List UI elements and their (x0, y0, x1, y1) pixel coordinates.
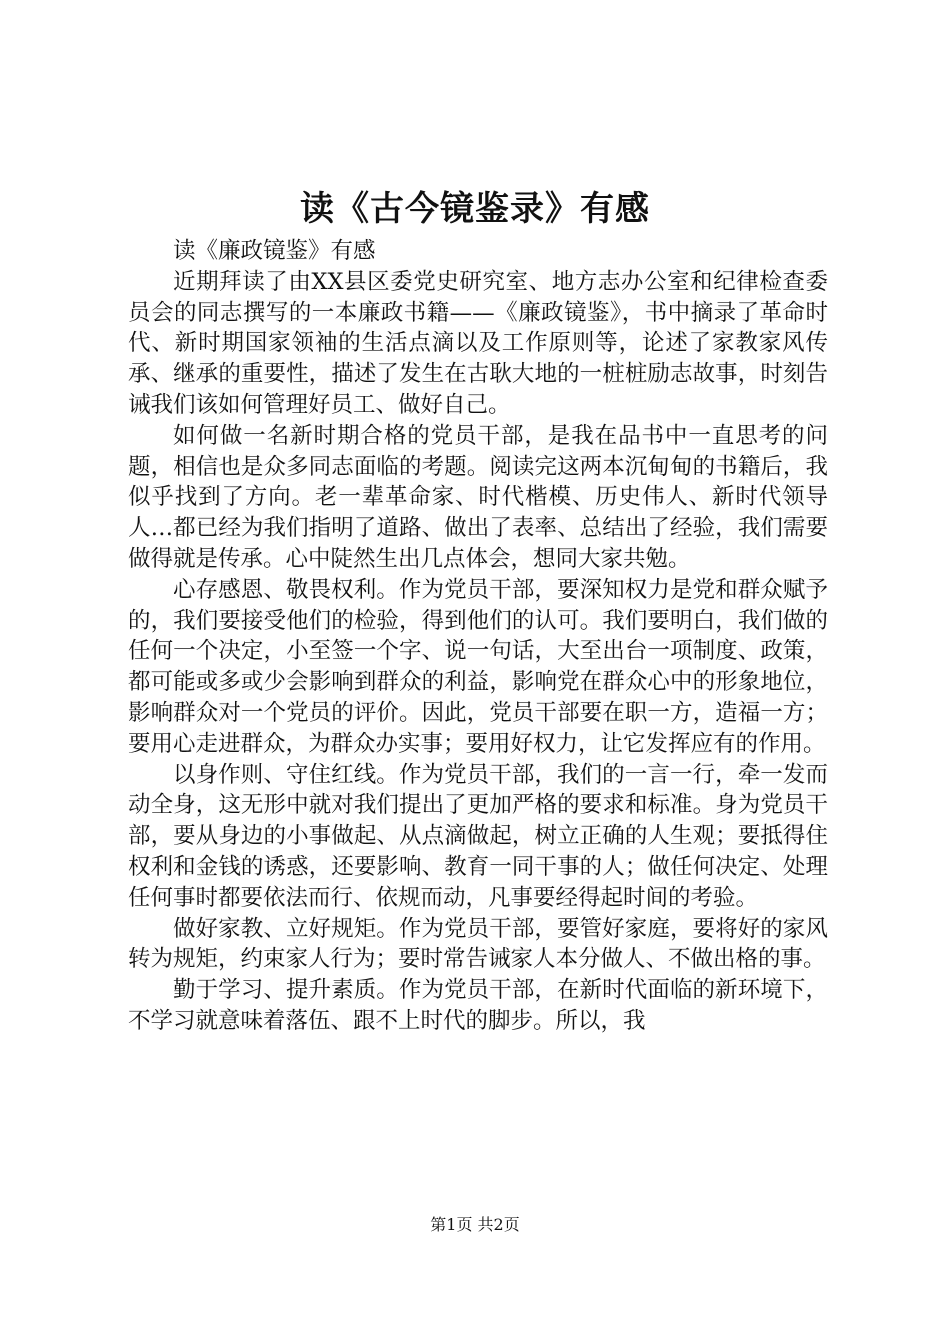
body-paragraph: 以身作则、守住红线。作为党员干部，我们的一言一行，牵一发而动全身，这无形中就对我们提出了更加严格的要求和标准。身为党员干部，要从身边的小事做起、从点滴做起，树立正确的人生观；要抵得住权利和金钱的诱惑，还要影响、教育一同干事的人；做任何决定、处理任何事时都要依法而行、依规而动，凡事要经得起时间的考验。 (128, 761, 828, 911)
body-paragraph: 心存感恩、敬畏权利。作为党员干部，要深知权力是党和群众赋予的，我们要接受他们的检验，得到他们的认可。我们要明白，我们做的任何一个决定，小至签一个字、说一句话，大至出台一项制度、政策，都可能或多或少会影响到群众的利益，影响党在群众心中的形象地位，影响群众对一个党员的评价。因此，党员干部要在职一方，造福一方；要用心走进群众，为群众办实事；要用好权力，让它发挥应有的作用。 (128, 576, 828, 757)
subtitle-paragraph: 读《廉政镜鉴》有感 (173, 238, 376, 264)
body-paragraph: 做好家教、立好规矩。作为党员干部，要管好家庭，要将好的家风转为规矩，约束家人行为；要时常告诫家人本分做人、不做出格的事。 (128, 915, 828, 973)
body-paragraph: 近期拜读了由XX县区委党史研究室、地方志办公室和纪律检查委员会的同志撰写的一本廉政书籍——《廉政镜鉴》，书中摘录了革命时代、新时期国家领袖的生活点滴以及工作原则等，论述了家教家风传承、继承的重要性，描述了发生在古耿大地的一桩桩励志故事，时刻告诫我们该如何管理好员工、做好自己。 (128, 268, 828, 418)
document-body (128, 236, 828, 1037)
page-number-footer: 第1页 共2页 (430, 1215, 520, 1234)
body-paragraph: 如何做一名新时期合格的党员干部，是我在品书中一直思考的问题，相信也是众多同志面临的考题。阅读完这两本沉甸甸的书籍后，我似乎找到了方向。老一辈革命家、时代楷模、历史伟人、新时代领导人…都已经为我们指明了道路、做出了表率、总结出了经验，我们需要做得就是传承。心中陡然生出几点体会，想同大家共勉。 (128, 422, 828, 572)
document-title: 读《古今镜鉴录》有感 (300, 189, 650, 229)
body-paragraph: 勤于学习、提升素质。作为党员干部，在新时代面临的新环境下，不学习就意味着落伍、跟不上时代的脚步。所以，我 (128, 977, 828, 1034)
